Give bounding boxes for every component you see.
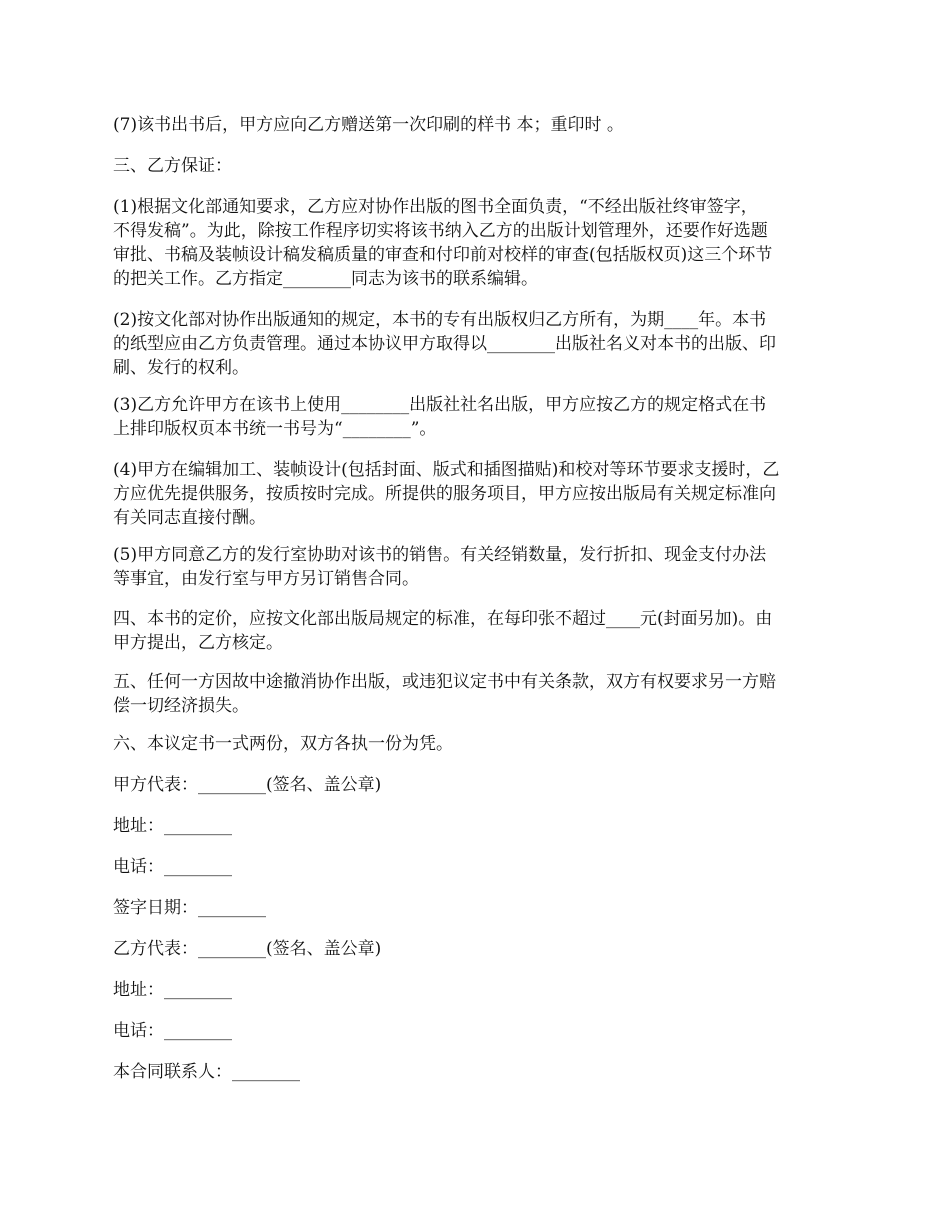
clause-3-5-sales: [113, 543, 839, 591]
text-line: 地址：________: [113, 816, 232, 836]
text-line: 刷、发行的权利。: [113, 358, 249, 378]
text-line: 电话：________: [113, 1021, 232, 1041]
party-b-address: [113, 978, 839, 1002]
party-b-phone: [113, 1019, 839, 1043]
text-line: 乙方代表：________(签名、盖公章): [113, 939, 382, 959]
text-line: (1)根据文化部通知要求，乙方应对协作出版的图书全面负责，“不经出版社终审签字，: [113, 197, 758, 217]
text-line: 签字日期：________: [113, 898, 266, 918]
section-3-heading: [113, 154, 839, 178]
text-line: 审批、书稿及装帧设计稿发稿质量的审查和付印前对校样的审查(包括版权页)这三个环节: [113, 245, 773, 265]
text-line: 六、本议定书一式两份，双方各执一份为凭。: [113, 734, 453, 754]
clause-3-3-publisher-name: [113, 393, 839, 441]
text-line: 有关同志直接付酬。: [113, 508, 266, 528]
party-b-representative: [113, 937, 839, 961]
clause-7-gift-copies: [113, 113, 839, 137]
clause-3-4-support-services: [113, 458, 839, 530]
text-line: (2)按文化部对协作出版通知的规定，本书的专有出版权归乙方所有，为期____年。本书: [113, 310, 767, 330]
text-line: 的把关工作。乙方指定________同志为该书的联系编辑。: [113, 269, 538, 289]
text-line: 四、本书的定价，应按文化部出版局规定的标准，在每印张不超过____元(封面另加)。由: [113, 609, 773, 629]
text-line: 方应优先提供服务，按质按时完成。所提供的服务项目，甲方应按出版局有关规定标准向: [113, 484, 776, 504]
clause-3-2-publishing-rights: [113, 308, 839, 380]
text-line: (3)乙方允许甲方在该书上使用________出版社社名出版，甲方应按乙方的规定格式在书: [113, 395, 767, 415]
clause-3-1-responsibility: [113, 195, 839, 291]
text-line: 甲方代表：________(签名、盖公章): [113, 775, 382, 795]
text-line: 本合同联系人：________: [113, 1062, 300, 1082]
text-line: 五、任何一方因故中途撤消协作出版，或违犯议定书中有关条款，双方有权要求另一方赔: [113, 672, 776, 692]
text-line: 三、乙方保证：: [113, 156, 232, 176]
text-line: 等事宜，由发行室与甲方另订销售合同。: [113, 569, 419, 589]
text-line: 上排印版权页本书统一书号为“________”。: [113, 419, 437, 439]
text-line: (7)该书出书后，甲方应向乙方赠送第一次印刷的样书 本；重印时 。: [113, 115, 624, 135]
text-line: 偿一切经济损失。: [113, 696, 249, 716]
text-line: 不得发稿”。为此，除按工作程序切实将该书纳入乙方的出版计划管理外，还要作好选题: [113, 221, 768, 241]
text-line: (4)甲方在编辑加工、装帧设计(包括封面、版式和插图描贴)和校对等环节要求支援时，乙: [113, 460, 780, 480]
party-a-address: [113, 814, 839, 838]
section-5-cancellation: [113, 670, 839, 718]
text-line: 电话：________: [113, 857, 232, 877]
text-line: 地址：________: [113, 980, 232, 1000]
contract-contact-person: [113, 1060, 839, 1084]
party-a-phone: [113, 855, 839, 879]
section-4-pricing: [113, 607, 839, 655]
text-line: 的纸型应由乙方负责管理。通过本协议甲方取得以________出版社名义对本书的出版、印: [113, 334, 776, 354]
text-line: 甲方提出，乙方核定。: [113, 633, 283, 653]
section-6-copies: [113, 732, 839, 756]
text-line: (5)甲方同意乙方的发行室协助对该书的销售。有关经销数量，发行折扣、现金支付办法: [113, 545, 767, 565]
party-a-representative: [113, 773, 839, 797]
signing-date: [113, 896, 839, 920]
